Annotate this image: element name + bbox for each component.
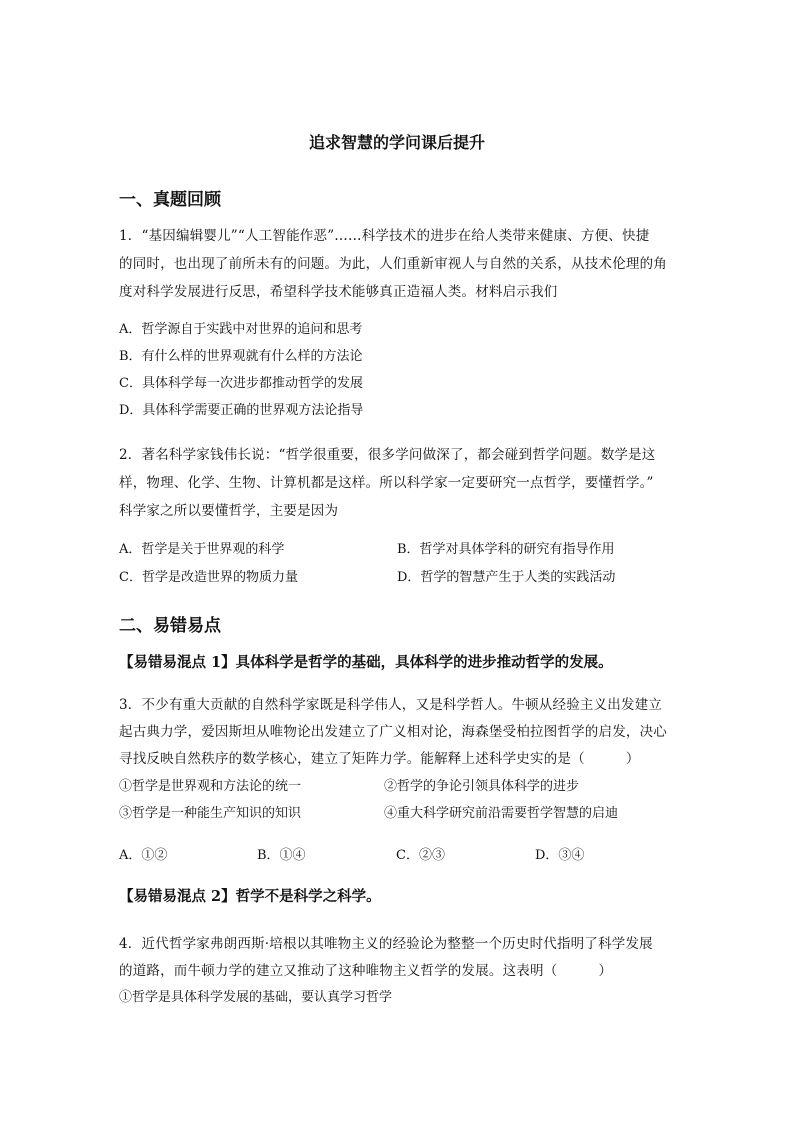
section-heading-pitfalls: 二、易错易点	[119, 616, 221, 636]
option-a: A．①②	[119, 848, 168, 863]
pitfall-point-2: 【易错易混点 2】哲学不是科学之科学。	[119, 888, 381, 905]
question-text-line: 科学家之所以要懂哲学，主要是因为	[119, 503, 339, 519]
question-text-line: 度对科学发展进行反思，希望科学技术能够真正造福人类。材料启示我们	[119, 284, 558, 300]
statement-1: ①哲学是世界观和方法论的统一	[119, 779, 302, 794]
question-text-line: 2．著名科学家钱伟长说：“哲学很重要，很多学问做深了，都会碰到哲学问题。数学是这	[119, 447, 656, 463]
pitfall-point-1: 【易错易混点 1】具体科学是哲学的基础，具体科学的进步推动哲学的发展。	[119, 654, 613, 671]
option-c: C．②③	[396, 848, 445, 863]
question-text-line: 3．不少有重大贡献的自然科学家既是科学伟人，又是科学哲人。牛顿从经验主义出发建立	[119, 697, 663, 713]
question-text-line: 起古典力学，爱因斯坦从唯物论出发建立了广义相对论，海森堡受柏拉图哲学的启发，决心	[119, 724, 667, 740]
option-c: C．哲学是改造世界的物质力量	[119, 570, 298, 585]
question-text-line: 的道路，而牛顿力学的建立又推动了这种唯物主义哲学的发展。这表明（ ）	[119, 963, 613, 979]
page-title: 追求智慧的学问课后提升	[308, 133, 485, 152]
option-b: B．哲学对具体学科的研究有指导作用	[397, 542, 615, 557]
option-b: B．有什么样的世界观就有什么样的方法论	[119, 349, 363, 364]
section-heading-review: 一、真题回顾	[119, 190, 221, 210]
option-b: B．①④	[257, 848, 306, 863]
option-d: D．③④	[535, 848, 585, 863]
statement-4: ④重大科学研究前沿需要哲学智慧的启迪	[384, 806, 619, 821]
statement-3: ③哲学是一种能生产知识的知识	[119, 806, 302, 821]
question-text-line: 样，物理、化学、生物、计算机都是这样。所以科学家一定要研究一点哲学，要懂哲学。”	[119, 475, 654, 491]
option-d: D．具体科学需要正确的世界观方法论指导	[119, 403, 364, 418]
option-a: A．哲学源自于实践中对世界的追问和思考	[119, 322, 363, 337]
statement-2: ②哲学的争论引领具体科学的进步	[384, 779, 580, 794]
question-text-line: 1．“基因编辑婴儿”“人工智能作恶”……科学技术的进步在给人类带来健康、方便、快捷	[119, 228, 650, 244]
question-text-line: 的同时，也出现了前所未有的问题。为此，人们重新审视人与自然的关系，从技术伦理的角	[119, 256, 667, 272]
question-text-line: 4．近代哲学家弗朗西斯·培根以其唯物主义的经验论为整整一个历史时代指明了科学发展	[119, 936, 653, 952]
statement-1: ①哲学是具体科学发展的基础，要认真学习哲学	[119, 990, 393, 1005]
option-c: C．具体科学每一次进步都推动哲学的发展	[119, 376, 363, 391]
question-text-line: 寻找反映自然秩序的数学核心，建立了矩阵力学。能解释上述科学史实的是（ ）	[119, 751, 640, 767]
option-d: D．哲学的智慧产生于人类的实践活动	[397, 570, 616, 585]
option-a: A．哲学是关于世界观的科学	[119, 542, 285, 557]
